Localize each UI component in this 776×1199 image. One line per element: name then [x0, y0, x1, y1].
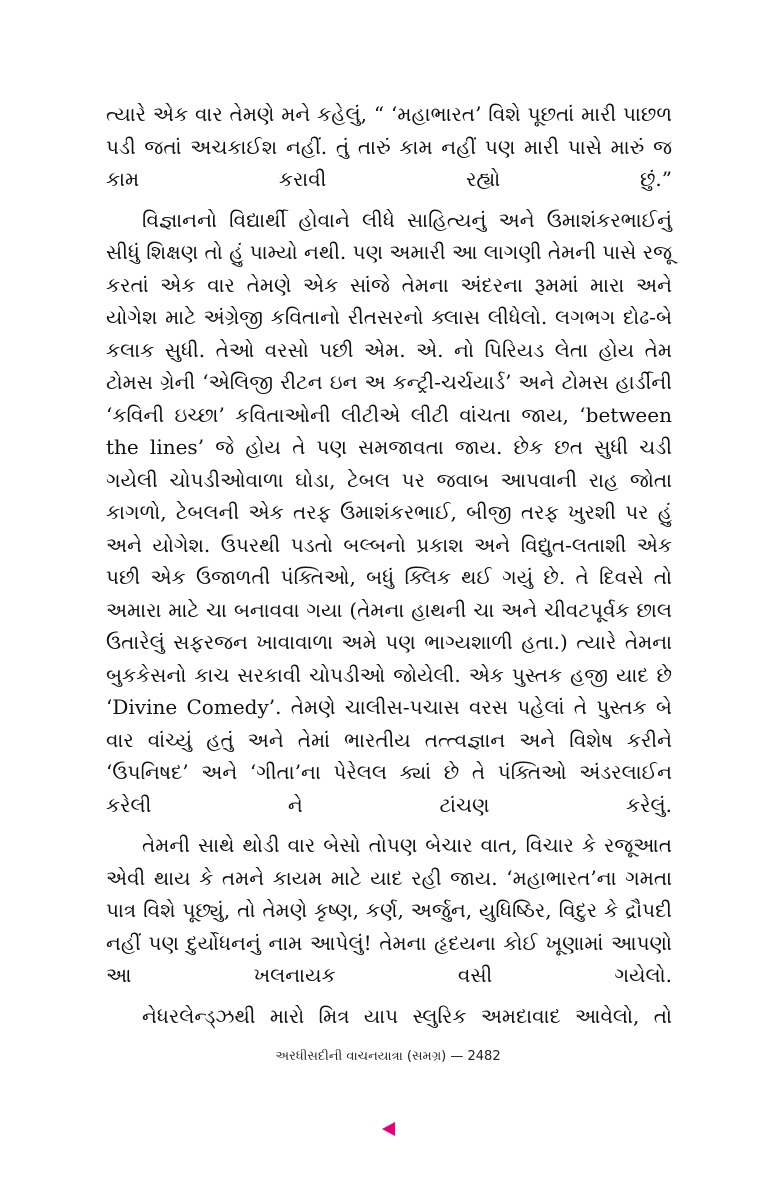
previous-page-arrow-icon[interactable] — [382, 1122, 395, 1136]
body-text — [106, 98, 672, 1032]
page-footer: અરધીસદીની વાચનયાત્રા (સમગ્ર) — 2482 — [275, 1049, 501, 1064]
paragraph-3: તેમની સાથે થોડી વાર બેસો તોપણ બેચાર વાત, વિચાર કે રજૂઆત એવી થાય કે તમને કાયમ માટે યાદ રહી જાય. ‘મહાભારત’ના ગમતા પાત્ર વિશે પૂછ્યું, તો તેમણે કૃષ્ણ, કર્ણ, અર્જુન, યુધિષ્ઠિર, વિદુર કે દ્રૌપદી નહીં પણ દુર્યોધનનું નામ આપેલું! તેમના હૃદયના કોઈ ખૂણામાં આપણો આ ખલનાયક વસી ગયેલો. — [106, 833, 672, 987]
paragraph-1: ત્યારે એક વાર તેમણે મને કહેલું, “ ‘મહાભારત’ વિશે પૂછતાં મારી પાછળ પડી જતાં અચકાઈશ નહીં. તું તારું કામ નહીં પણ મારી પાસે મારું જ કામ કરાવી રહ્યો છું.” — [106, 102, 672, 191]
paragraph-4: નેધરલેન્ડ્ઝથી મારો મિત્ર યાપ સ્લુરિક અમદાવાદ આવેલો, તો — [142, 1003, 672, 1028]
paragraph-2: વિજ્ઞાનનો વિદ્યાર્થી હોવાને લીધે સાહિત્યનું અને ઉમાશંકરભાઈનું સીધું શિક્ષણ તો હું પામ્યો નથી. પણ અમારી આ લાગણી તેમની પાસે રજૂ કરતાં એક વાર તેમણે એક સાંજે તેમના અંદરના રૂમમાં મારા અને યોગેશ માટે અંગ્રેજી કવિતાનો રીતસરનો ક્લાસ લીધેલો. લગભગ દોઢ-બે કલાક સુધી. તેઓ વરસો પછી એમ. એ. નો પિરિયડ લેતા હોય તેમ ટોમસ ગ્રેની ‘એલિજી રીટન ઇન અ કન્ટ્રી-ચર્ચયાર્ડ’ અને ટોમસ હાર્ડીની ‘કવિની ઇચ્છા’ કવિતાઓની લીટીએ લીટી વાંચતા જાય, ‘between the lines’ જે હોય તે પણ સમજાવતા જાય. છેક છત સુધી ચડી ગયેલી ચોપડીઓવાળા ઘોડા, ટેબલ પર જવાબ આપવાની રાહ જોતા કાગળો, ટેબલની એક તરફ ઉમાશંકરભાઈ, બીજી તરફ ખુરશી પર હું અને યોગેશ. ઉપરથી પડતો બલ્બનો પ્રકાશ અને વિદ્યુત-લતાશી એક પછી એક ઉજાળતી પંક્તિઓ, બધું ક્લિક થઈ ગયું છે. તે દિવસે તો અમારા માટે ચા બનાવવા ગયા (તેમના હાથની ચા અને ચીવટપૂર્વક છાલ ઉતારેલું સફરજન ખાવાવાળા અમે પણ ભાગ્યશાળી હતા.) ત્યારે તેમના બુકકેસનો કાચ સરકાવી ચોપડીઓ જોયેલી. એક પુસ્તક હજી યાદ છે ‘Divine Comedy’. તેમણે ચાલીસ-પચાસ વરસ પહેલાં તે પુસ્તક બે વાર વાંચ્યું હતું અને તેમાં ભારતીય તત્ત્વજ્ઞાન અને વિશેષ કરીને ‘ઉપનિષદ’ અને ‘ગીતા’ના પેરેલલ ક્યાં છે તે પંક્તિઓ અંડરલાઈન કરેલી ને ટાંચણ કરેલું. — [106, 207, 672, 817]
